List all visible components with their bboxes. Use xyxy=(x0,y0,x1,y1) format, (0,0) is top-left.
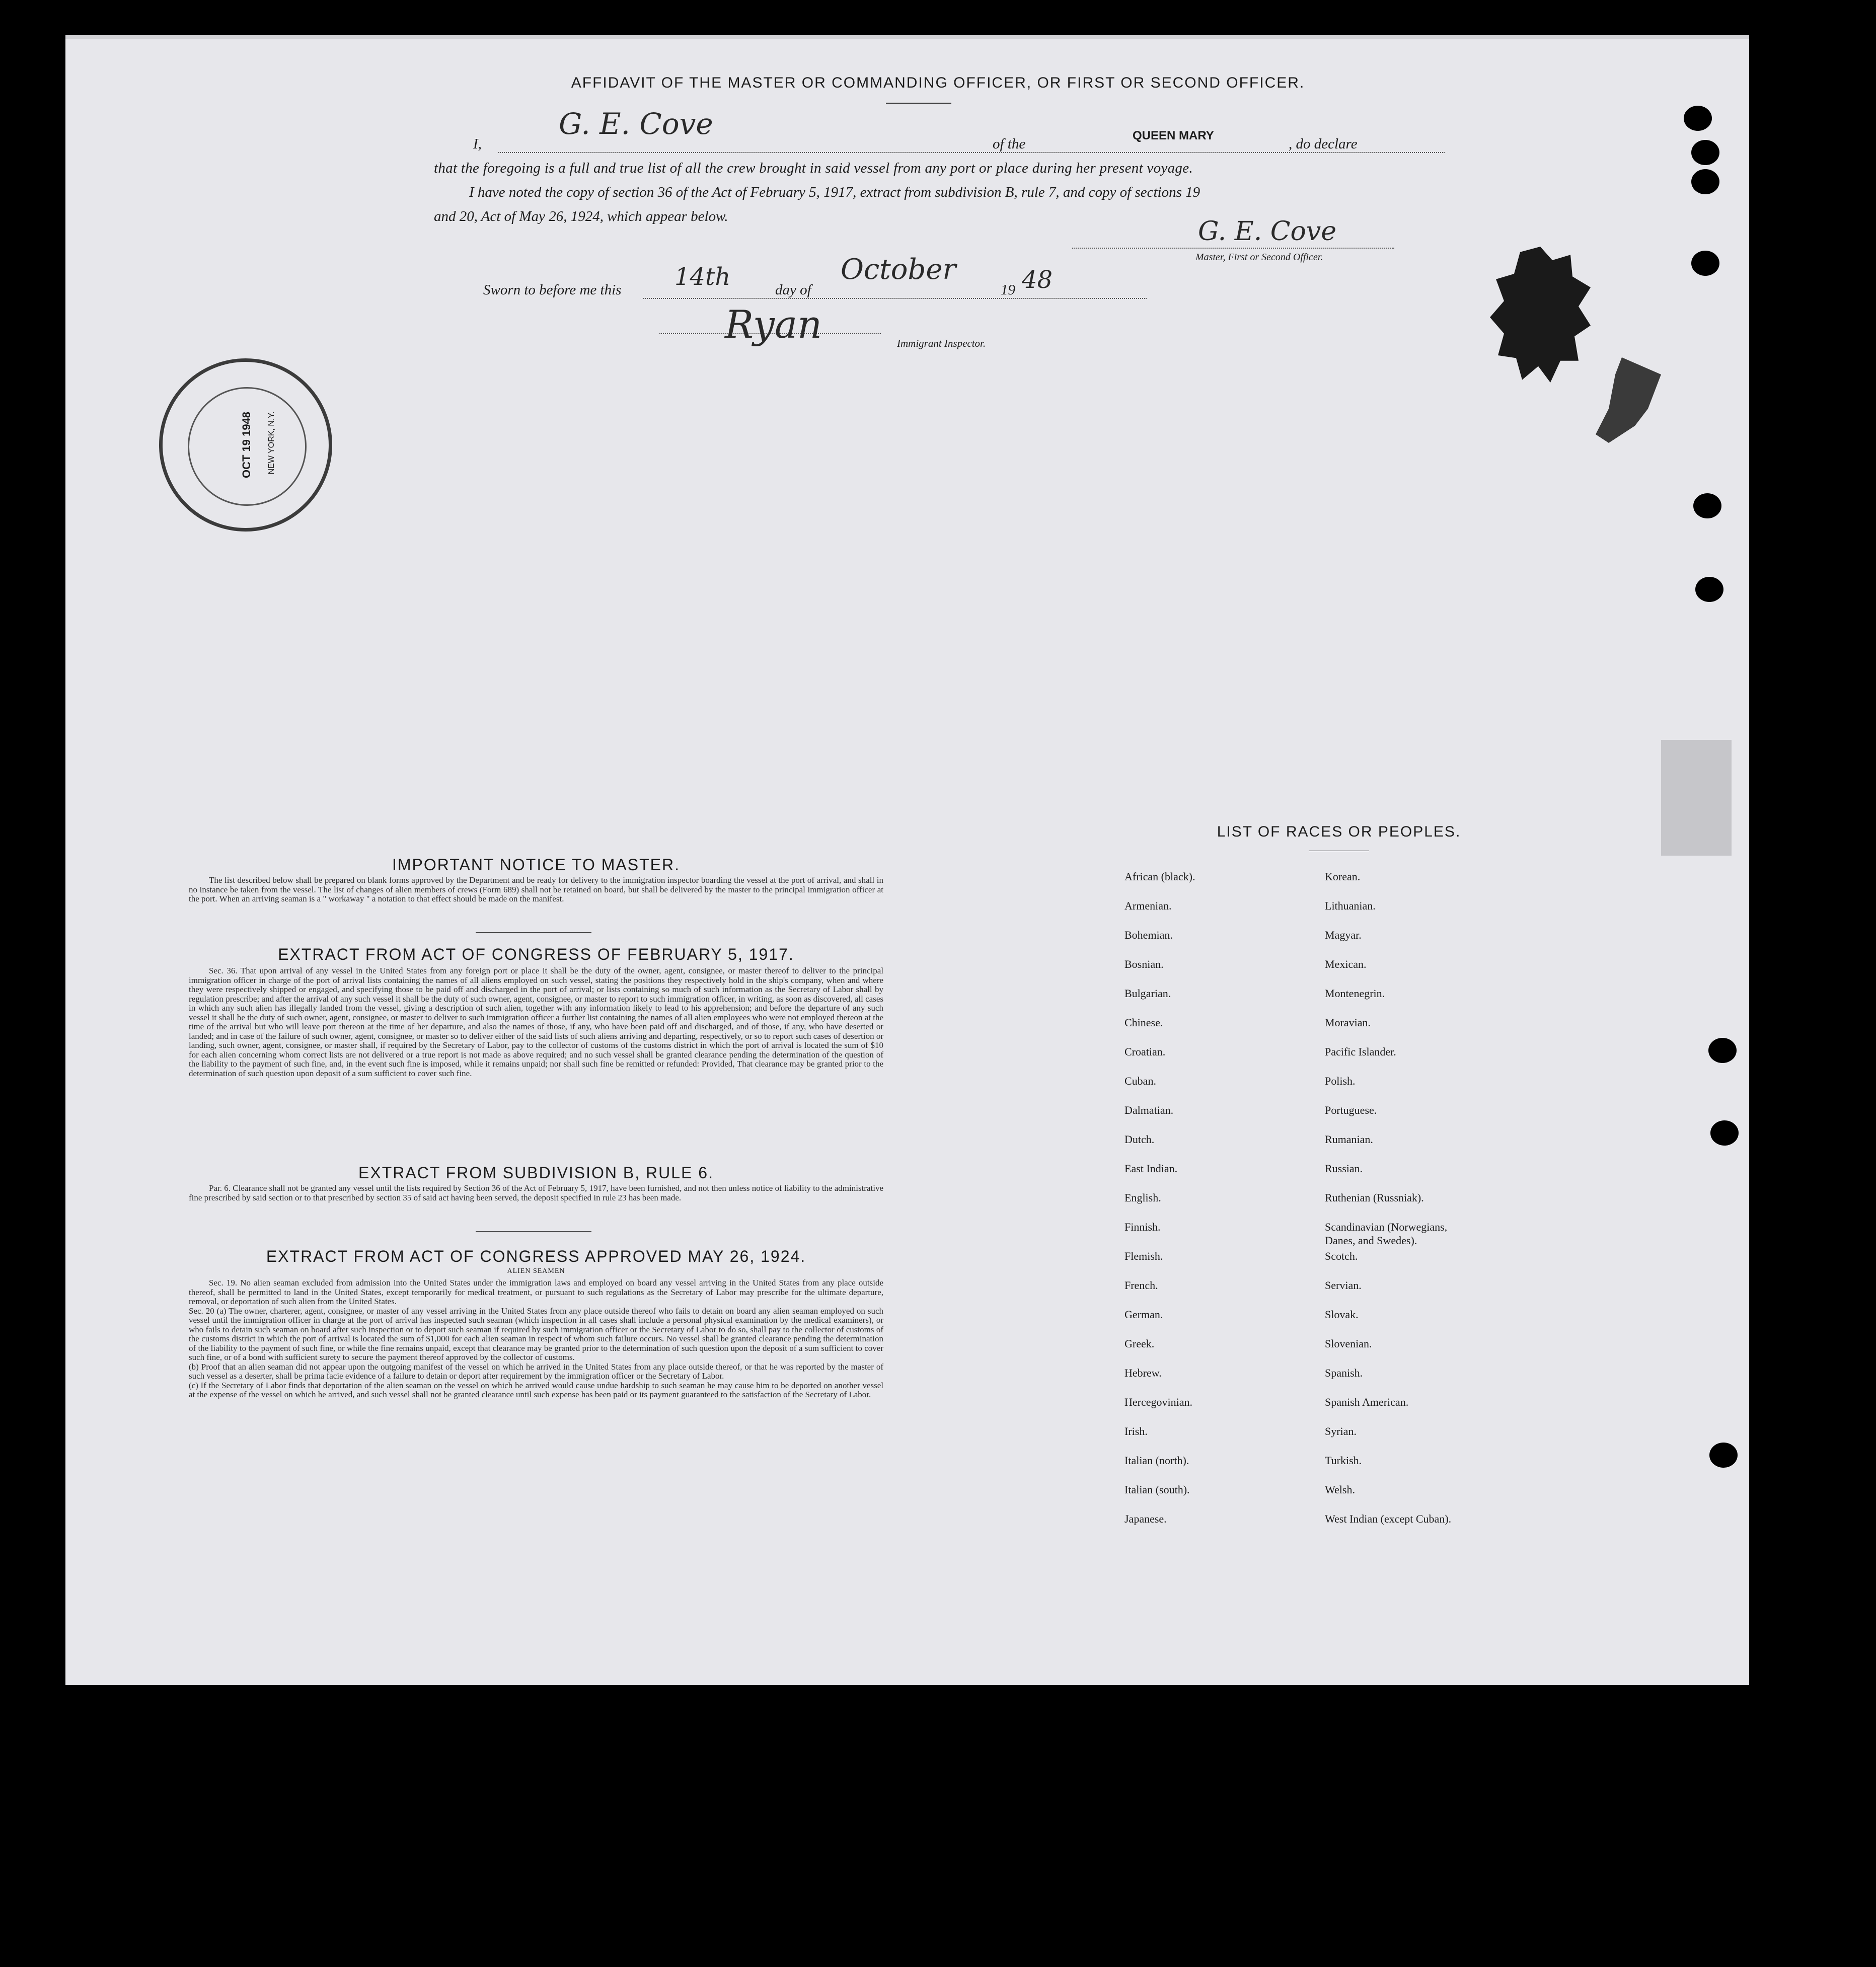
extract-1924-body: Sec. 19. No alien seaman excluded from admission into the United States under the immigration laws and employed on board any vessel arriving in the United States from any place outside thereof, shall be permitted to land in the United States, except temporarily for medical treatment, or pursuant to such regulations as the Secretary of Labor may prescribe for the ultimate departure, removal, or deportation of such alien from the United States. Sec. 20 (a) The owner, charterer, agent, consignee, or master of any vessel arriving in the United States from any place outside thereof who fails to detain on board any alien seaman employed on such vessel until the immigration officer in charge at the port of arrival has inspected such seaman (which inspection in all cases shall include a personal physical examination by the medical examiners), or who fails to detain such seaman on board after such inspection or to deport such seaman if required by such immigration officer or the Secretary of Labor to do so, shall pay to the collector of customs of the customs district in which the port of arrival is located the sum of $1,000 for each alien seaman in respect of whom such failure occurs. No vessel shall be granted clearance pending the determination of the liability to the payment of such fine, or while the fine remains unpaid, except that clearance may be granted prior to the determination of such question upon the deposit of a sum sufficient to cover such fine, or of a bond with sufficient surety to secure the payment thereof approved by the collector of customs. (b) Proof that an alien seaman did not appear upon the outgoing manifest of the vessel on which he arrived in the United States from any place outside thereof, or that he was reported by the master of such vessel as a deserter, shall be prima facie evidence of a failure to detain or deport after requirement by the immigration officer or the Secretary of Labor. (c) If the Secretary of Labor finds that deportation of the alien seaman on the vessel on which he arrived would cause undue hardship to such seaman he may cause him to be deported on another vessel at the expense of the vessel on which he arrived, and such vessel shall not be granted clearance until such expense has been paid or its payment guaranteed to the satisfaction of the Secretary of Labor. xyxy=(189,1278,883,1399)
title-divider xyxy=(886,103,951,104)
race-item: Italian (south). xyxy=(1124,1483,1190,1496)
vessel-name: QUEEN MARY xyxy=(1133,129,1214,142)
inspector-caption: Immigrant Inspector. xyxy=(897,337,986,349)
race-item: English. xyxy=(1124,1191,1161,1204)
race-item: Scotch. xyxy=(1325,1250,1358,1262)
race-item: Hebrew. xyxy=(1124,1367,1162,1379)
statement-line-3: and 20, Act of May 26, 1924, which appear below. xyxy=(434,208,728,224)
race-item: Ruthenian (Russniak). xyxy=(1325,1191,1424,1204)
statement-line-1: that the foregoing is a full and true list of all the crew brought in said vessel from any port or place during her present voyage. xyxy=(434,160,1193,176)
extract-1917-title: EXTRACT FROM ACT OF CONGRESS OF FEBRUARY 5, 1917. xyxy=(278,945,794,963)
year-suffix: 48 xyxy=(1022,266,1053,294)
punch-hole xyxy=(1691,140,1719,165)
extract-1924-subtitle: ALIEN SEAMEN xyxy=(507,1267,565,1275)
extract-subdivision-title: EXTRACT FROM SUBDIVISION B, RULE 6. xyxy=(358,1164,714,1182)
punch-hole xyxy=(1709,1443,1738,1468)
punch-hole xyxy=(1693,493,1721,518)
race-item: Slovenian. xyxy=(1325,1337,1372,1350)
race-item: Dalmatian. xyxy=(1124,1104,1174,1116)
punch-hole xyxy=(1708,1038,1737,1063)
race-item: Flemish. xyxy=(1124,1250,1163,1262)
races-right-column xyxy=(1325,870,1536,1541)
race-item: Bulgarian. xyxy=(1124,987,1171,1000)
race-item: Greek. xyxy=(1124,1337,1155,1350)
race-item: Spanish American. xyxy=(1325,1396,1409,1408)
race-item: Magyar. xyxy=(1325,929,1362,941)
race-item: Montenegrin. xyxy=(1325,987,1385,1000)
notice-title: IMPORTANT NOTICE TO MASTER. xyxy=(392,856,680,874)
punch-hole xyxy=(1684,106,1712,131)
do-declare-label: , do declare xyxy=(1289,136,1358,152)
race-item: Syrian. xyxy=(1325,1425,1357,1438)
master-signature: G. E. Cove xyxy=(1198,216,1337,247)
race-item: Korean. xyxy=(1325,870,1361,883)
race-item: African (black). xyxy=(1124,870,1195,883)
declaration-line xyxy=(473,107,1389,156)
race-item: Rumanian. xyxy=(1325,1133,1373,1146)
punch-hole xyxy=(1691,251,1719,276)
day-of-label: day of xyxy=(775,282,811,298)
race-item: Servian. xyxy=(1325,1279,1362,1292)
punch-hole xyxy=(1695,577,1723,602)
master-signature-caption: Master, First or Second Officer. xyxy=(1195,252,1323,263)
punch-hole xyxy=(1691,169,1719,194)
of-the-label: of the xyxy=(993,136,1026,152)
extract-divider xyxy=(476,1231,591,1232)
sworn-month: October xyxy=(841,253,956,286)
race-item: German. xyxy=(1124,1308,1163,1321)
race-item: East Indian. xyxy=(1124,1162,1178,1175)
race-item: Armenian. xyxy=(1124,899,1172,912)
extract-1917-body: Sec. 36. That upon arrival of any vessel in the United States from any foreign port or place it shall be the duty of the owner, agent, consignee, or master thereof to deliver to the principal immigration officer in charge of the port of arrival lists containing the names of all aliens employed on such vessel, stating the positions they respectively hold in the ship's company, when and where they were respectively shipped or engaged, and specifying those to be paid off and discharged in the port of arrival; or lists containing so much of such information as the Secretary of Labor shall by regulation prescribe; and after the arrival of any such vessel it shall be the duty of such owner, agent, consignee, or master to report to such immigration officer, in writing, as soon as discovered, all cases in which any such alien has illegally landed from the vessel, giving a description of such alien, together with any information likely to lead to his apprehension; and before the departure of any such vessel it shall be the duty of such owner, agent, consignee, or master to deliver to such immigration officer a further list containing the names of all alien employees who were not employed thereon at the time of the arrival but who will leave port thereon at the time of her departure, and also the names of those, if any, who have been paid off and discharged, and of those, if any, who have deserted or landed; and in case of the failure of such owner, agent, consignee, or master so to deliver either of the said lists of such aliens arriving and departing, respectively, or so to report such cases of desertion or landing, such owner, agent, consignee, or master shall, if required by the Secretary of Labor, pay to the collector of customs of the customs district in which the port of arrival is located the sum of $10 for each alien concerning whom correct lists are not delivered or a true report is not made as above required; and no such vessel shall be granted clearance pending the determination of the question of the liability to the payment of such fine, and, in the event such fine is imposed, while it remains unpaid; nor shall such fine be remitted or refunded: Provided, That clearance may be granted prior to the determination of such question upon deposit of a sum sufficient to cover such fine. xyxy=(189,966,883,1078)
race-item: Mexican. xyxy=(1325,958,1367,970)
race-item: Irish. xyxy=(1124,1425,1148,1438)
master-name-handwritten: G. E. Cove xyxy=(559,107,713,141)
sworn-line xyxy=(483,253,1138,302)
race-item: West Indian (except Cuban). xyxy=(1325,1512,1452,1525)
stamp-date: OCT 19 1948 xyxy=(240,411,253,479)
race-item: Turkish. xyxy=(1325,1454,1362,1467)
race-item: Slovak. xyxy=(1325,1308,1359,1321)
master-signature-line xyxy=(1072,247,1394,249)
race-item: Hercegovinian. xyxy=(1124,1396,1192,1408)
statement-line-2: I have noted the copy of section 36 of the Act of February 5, 1917, extract from subdivision B, rule 7, and copy of sections 19 xyxy=(469,184,1200,200)
paper-smudge xyxy=(1661,740,1732,856)
year-prefix: 19 xyxy=(1001,282,1015,298)
race-item: Portuguese. xyxy=(1325,1104,1377,1116)
race-item: Russian. xyxy=(1325,1162,1363,1175)
race-item: Spanish. xyxy=(1325,1367,1363,1379)
i-label: I, xyxy=(473,136,482,152)
punch-hole xyxy=(1710,1120,1739,1146)
notice-divider xyxy=(476,932,591,933)
race-item: Chinese. xyxy=(1124,1016,1163,1029)
race-item: Moravian. xyxy=(1325,1016,1371,1029)
race-item: Welsh. xyxy=(1325,1483,1355,1496)
race-item: Pacific Islander. xyxy=(1325,1045,1396,1058)
stamp-location: NEW YORK, N.Y. xyxy=(267,411,276,475)
race-item: Dutch. xyxy=(1124,1133,1155,1146)
race-item: Polish. xyxy=(1325,1075,1356,1087)
race-item: Japanese. xyxy=(1124,1512,1167,1525)
inspector-signature: Ryan xyxy=(725,302,822,347)
races-title: LIST OF RACES OR PEOPLES. xyxy=(1217,823,1461,840)
notice-body: The list described below shall be prepared on blank forms approved by the Department and be ready for delivery to the immigration inspector boarding the vessel at the port of arrival, and shall in no instance be taken from the vessel. The list of changes of alien members of crews (Form 689) shall not be retained on board, but shall be delivered by the master to the principal immigration officer at the port. When an arriving seaman is a " workaway " a notation to that effect should be made on the manifest. xyxy=(189,875,883,903)
sworn-day: 14th xyxy=(674,263,731,291)
race-item: Bohemian. xyxy=(1124,929,1173,941)
race-item: Bosnian. xyxy=(1124,958,1164,970)
affidavit-title: AFFIDAVIT OF THE MASTER OR COMMANDING OFFICER, OR FIRST OR SECOND OFFICER. xyxy=(571,74,1305,91)
race-item: Finnish. xyxy=(1124,1221,1161,1233)
immigration-date-stamp xyxy=(159,358,332,532)
sworn-label: Sworn to before me this xyxy=(483,282,622,298)
race-item: Cuban. xyxy=(1124,1075,1156,1087)
extract-subdivision-body: Par. 6. Clearance shall not be granted any vessel until the lists required by Section 36 of the Act of February 5, 1917, have been furnished, and not then unless notice of liability to the administrative fine prescribed by said section or to that prescribed by section 35 of said act having been served, the deposit specified in rule 23 has been made. xyxy=(189,1183,883,1202)
races-left-column xyxy=(1124,870,1326,1541)
race-item: Croatian. xyxy=(1124,1045,1166,1058)
race-item: Scandinavian (Norwegians, Danes, and Swedes). xyxy=(1325,1221,1448,1247)
race-item: Lithuanian. xyxy=(1325,899,1376,912)
extract-1924-title: EXTRACT FROM ACT OF CONGRESS APPROVED MAY 26, 1924. xyxy=(266,1247,806,1265)
race-item: French. xyxy=(1124,1279,1158,1292)
race-item: Italian (north). xyxy=(1124,1454,1189,1467)
